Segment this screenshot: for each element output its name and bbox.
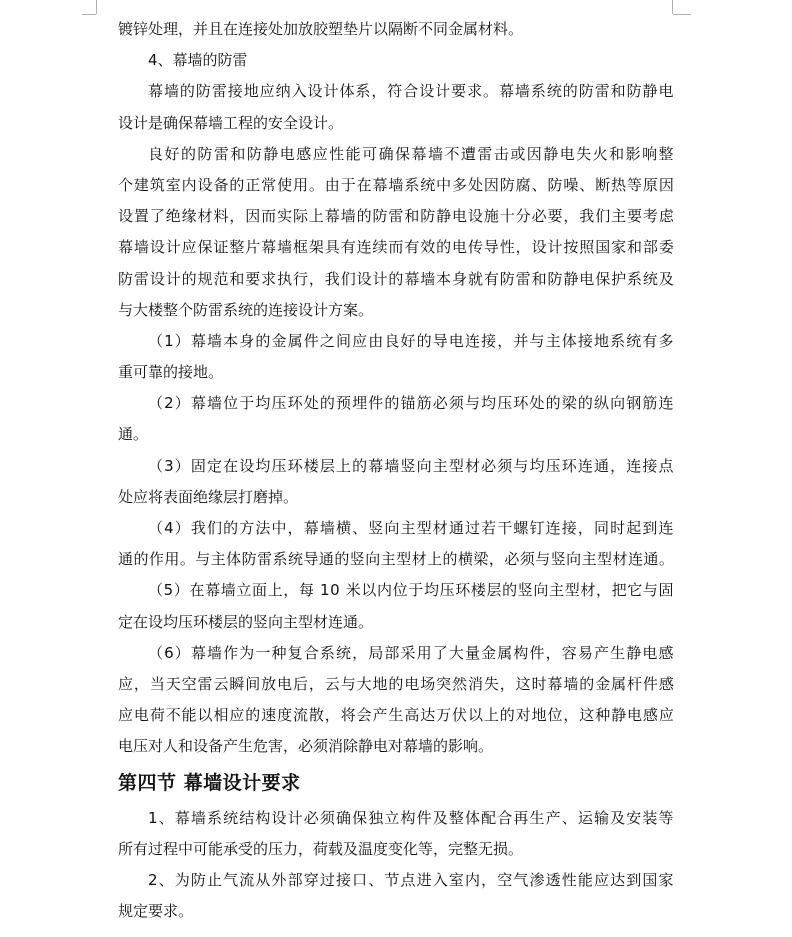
- list-item-line: 处应将表面绝缘层打磨掉。: [118, 487, 299, 506]
- list-item-line: 定在设均压环楼层的竖向主型材连通。: [118, 612, 374, 631]
- body-text-line: 设计是确保幕墙工程的安全设计。: [118, 113, 344, 132]
- crop-mark-left-vertical: [96, 0, 97, 14]
- crop-mark-left-horizontal: [82, 14, 96, 15]
- section-heading: 第四节 幕墙设计要求: [118, 771, 301, 794]
- subsection-title: 4、幕墙的防雷: [148, 51, 248, 70]
- requirement-line: 所有过程中可能承受的压力，荷载及温度变化等，完整无损。: [118, 839, 524, 858]
- document-page: [118, 14, 674, 927]
- requirement-line: 2 、 为 防 止 气 流 从 外 部 穿 过 接 口 、 节 点 进 入 室 内 ， 空 气 渗 透 性 能 应 达 到 国 家: [148, 870, 674, 889]
- body-text-line: 个 建 筑 室 内 设 备 的 正 常 使 用 。 由 于 在 幕 墙 系 统 中 多 处 因 防 腐 、 防 噪 、 断 热 等 原 因: [118, 175, 674, 194]
- list-item-line: 重可靠的接地。: [118, 363, 224, 382]
- list-item-line: （ 3 ） 固 定 在 设 均 压 环 楼 层 上 的 幕 墙 竖 向 主 型 材 必 须 与 均 压 环 连 通 ， 连 接 点: [148, 456, 674, 475]
- body-text-line: 良 好 的 防 雷 和 防 静 电 感 应 性 能 可 确 保 幕 墙 不 遭 雷 击 或 因 静 电 失 火 和 影 响 整: [148, 144, 674, 163]
- list-item-line: 电压对人和设备产生危害，必须消除静电对幕墙的影响。: [118, 737, 494, 756]
- list-item-line: （ 1 ） 幕 墙 本 身 的 金 属 件 之 间 应 由 良 好 的 导 电 连 接 ， 并 与 主 体 接 地 系 统 有 多: [148, 331, 674, 350]
- list-item-line: 应 ， 当 天 空 雷 云 瞬 间 放 电 后 ， 云 与 大 地 的 电 场 突 然 消 失 ， 这 时 幕 墙 的 金 属 杆 件 感: [118, 674, 674, 693]
- body-text-line: 设 置 了 绝 缘 材 料 ， 因 而 实 际 上 幕 墙 的 防 雷 和 防 静 电 设 施 十 分 必 要 ， 我 们 主 要 考 虑: [118, 207, 674, 226]
- body-text-line: 镀锌处理，并且在连接处加放胶塑垫片以隔断不同金属材料。: [118, 20, 524, 38]
- list-item-line: （ 4 ） 我 们 的 方 法 中 ， 幕 墙 横 、 竖 向 主 型 材 通 过 若 干 螺 钉 连 接 ， 同 时 起 到 连: [148, 519, 674, 537]
- crop-mark-right-vertical: [672, 0, 673, 14]
- crop-mark-right-horizontal: [673, 14, 691, 15]
- list-item-line: 应 电 荷 不 能 以 相 应 的 速 度 流 散 ， 将 会 产 生 高 达 万 伏 以 上 的 对 地 位 ， 这 种 静 电 感 应: [118, 706, 674, 725]
- list-item-line: 通。: [118, 425, 149, 444]
- body-text-line: 幕 墙 设 计 应 保 证 整 片 幕 墙 框 架 具 有 连 续 而 有 效 的 电 传 导 性 ， 设 计 按 照 国 家 和 部 委: [118, 238, 674, 257]
- list-item-line: 通 的 作 用 。 与 主 体 防 雷 系 统 导 通 的 竖 向 主 型 材 上 的 横 梁 ， 必 须 与 竖 向 主 型 材 连 通 。: [118, 550, 674, 569]
- body-text-line: 与大楼整个防雷系统的连接设计方案。: [118, 300, 374, 319]
- requirement-line: 规定要求。: [118, 902, 194, 921]
- body-text-line: 防 雷 设 计 的 规 范 和 要 求 执 行 ， 我 们 设 计 的 幕 墙 本 身 就 有 防 雷 和 防 静 电 保 护 系 统 及: [118, 269, 674, 288]
- list-item-line: （ 6 ） 幕 墙 作 为 一 种 复 合 系 统 ， 局 部 采 用 了 大 量 金 属 构 件 ， 容 易 产 生 静 电 感: [148, 643, 674, 662]
- list-item-line: （ 2 ） 幕 墙 位 于 均 压 环 处 的 预 埋 件 的 锚 筋 必 须 与 均 压 环 处 的 梁 的 纵 向 钢 筋 连: [148, 394, 674, 413]
- body-text-line: 幕 墙 的 防 雷 接 地 应 纳 入 设 计 体 系 ， 符 合 设 计 要 求 。 幕 墙 系 统 的 防 雷 和 防 静 电: [148, 82, 674, 101]
- requirement-line: 1 、 幕 墙 系 统 结 构 设 计 必 须 确 保 独 立 构 件 及 整 体 配 合 再 生 产 、 运 输 及 安 装 等: [148, 808, 674, 827]
- list-item-line: （ 5 ） 在 幕 墙 立 面 上 ， 每 1 0 米 以 内 位 于 均 压 环 楼 层 的 竖 向 主 型 材 ， 把 它 与 固: [148, 581, 674, 600]
